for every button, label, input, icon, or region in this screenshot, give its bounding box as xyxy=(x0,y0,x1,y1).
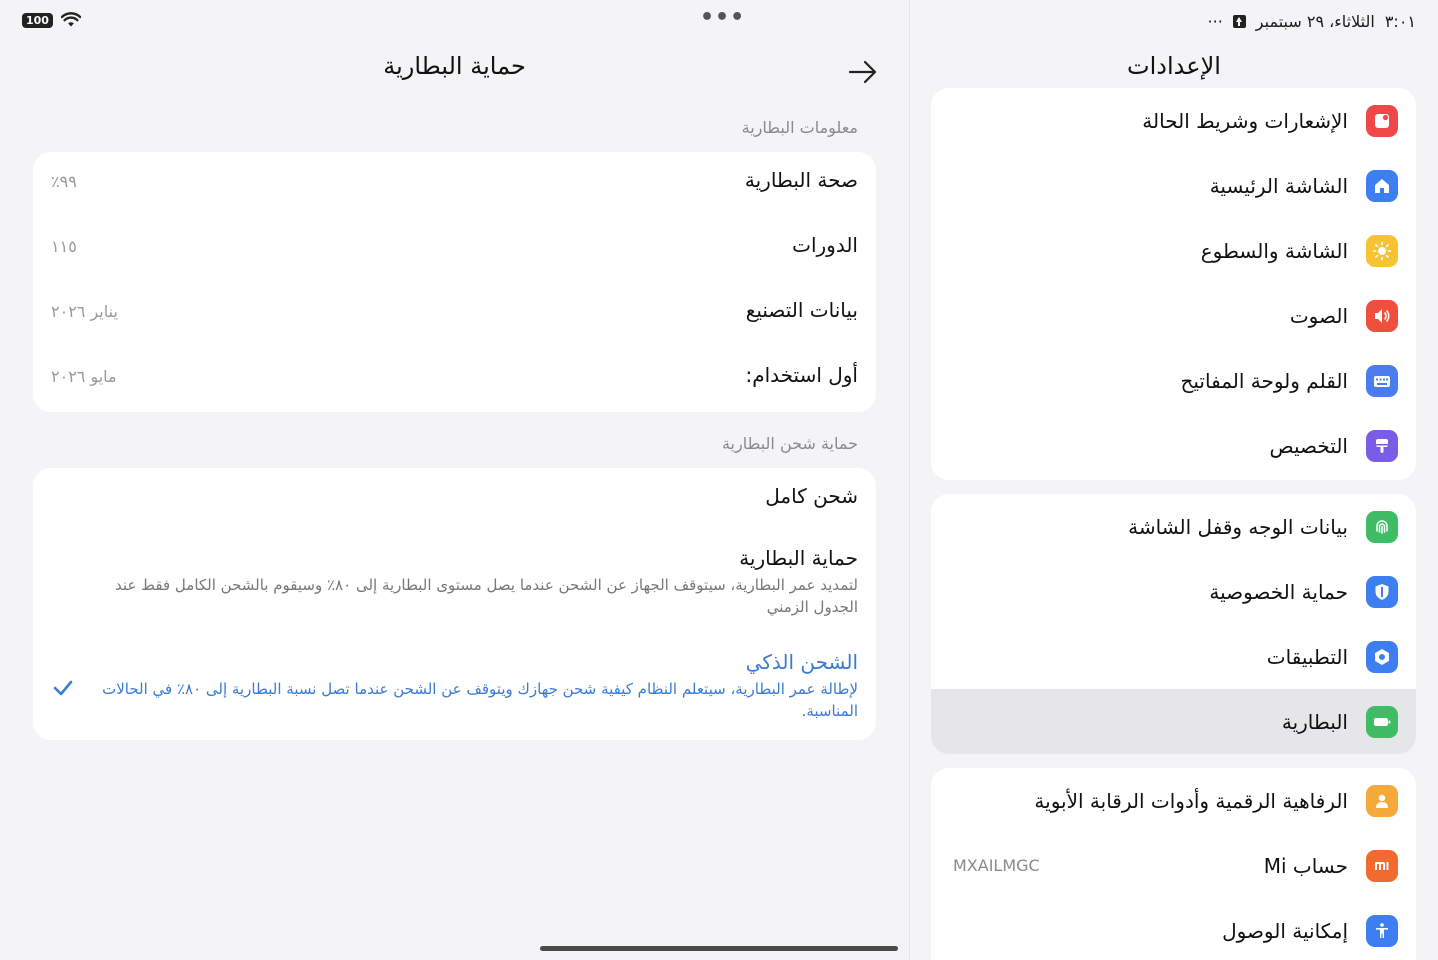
battery-icon xyxy=(1366,706,1398,738)
wifi-icon xyxy=(61,12,81,28)
option-full-charge[interactable] xyxy=(33,468,876,530)
settings-item-label: إمكانية الوصول xyxy=(1222,918,1348,943)
settings-item-label: الصوت xyxy=(1289,303,1348,328)
upload-icon xyxy=(1233,15,1246,28)
multitask-menu-dots[interactable]: ••• xyxy=(700,5,746,30)
battery-info-card xyxy=(33,152,876,412)
page-title: حماية البطارية xyxy=(383,52,526,80)
option-description: لإطالة عمر البطارية، سيتعلم النظام كيفية شحن جهازك ويتوقف عن الشحن عندما تصل نسبة البطارية إلى ٨٠٪ في الحالات المناسبة. xyxy=(102,680,858,720)
info-label: بيانات التصنيع xyxy=(745,298,858,322)
info-row-manufacture-date xyxy=(33,282,876,347)
settings-item-accessibility[interactable] xyxy=(931,898,1416,960)
clock: ٣:٠١ xyxy=(1384,11,1416,31)
settings-item-label: التطبيقات xyxy=(1266,644,1348,669)
settings-item-apps[interactable] xyxy=(931,624,1416,689)
option-battery-protection[interactable] xyxy=(33,530,876,632)
info-label: الدورات xyxy=(792,233,858,257)
brush-icon xyxy=(1366,430,1398,462)
keyboard-icon xyxy=(1366,365,1398,397)
settings-item-wellbeing[interactable] xyxy=(931,768,1416,833)
option-title: حماية البطارية xyxy=(739,546,858,570)
info-value: يناير ٢٠٢٦ xyxy=(51,302,118,321)
mi-account-id: MXAILMGC xyxy=(953,856,1040,875)
notification-icon xyxy=(1366,105,1398,137)
checkmark-icon xyxy=(53,678,73,698)
info-label: صحة البطارية xyxy=(744,168,858,192)
settings-item-notifications[interactable] xyxy=(931,88,1416,153)
battery-level-badge: 100 xyxy=(22,13,53,28)
mi-icon xyxy=(1366,850,1398,882)
settings-item-display-brightness[interactable] xyxy=(931,218,1416,283)
info-value: مايو ٢٠٢٦ xyxy=(51,367,117,386)
accessibility-icon xyxy=(1366,915,1398,947)
back-arrow-icon[interactable] xyxy=(848,58,878,86)
settings-item-label: الشاشة الرئيسية xyxy=(1209,173,1348,198)
settings-item-label: الإشعارات وشريط الحالة xyxy=(1142,108,1348,133)
info-label: أول استخدام: xyxy=(745,363,858,387)
date: الثلاثاء، ٢٩ سبتمبر xyxy=(1255,11,1375,31)
settings-item-battery[interactable] xyxy=(931,689,1416,754)
option-description: لتمديد عمر البطارية، سيتوقف الجهاز عن الشحن عندما يصل مستوى البطارية إلى ٨٠٪ وسيقوم بالشحن الكامل فقط عند الجدول الزمني xyxy=(115,576,858,616)
status-bar-right xyxy=(1208,8,1416,34)
settings-item-label: القلم ولوحة المفاتيح xyxy=(1180,368,1348,393)
info-value: ٩٩٪ xyxy=(51,172,77,191)
settings-item-mi-account[interactable] xyxy=(931,833,1416,898)
settings-group-account xyxy=(931,768,1416,960)
more-notifications-icon: ··· xyxy=(1207,11,1223,31)
settings-item-pen-keyboard[interactable] xyxy=(931,348,1416,413)
settings-item-label: الرفاهية الرقمية وأدوات الرقابة الأبوية xyxy=(1034,788,1348,813)
settings-pane xyxy=(909,0,1438,960)
charge-protection-card xyxy=(33,468,876,740)
settings-item-label: حساب Mi xyxy=(1263,853,1348,878)
settings-group-display xyxy=(931,88,1416,480)
info-row-first-use xyxy=(33,347,876,412)
home-icon xyxy=(1366,170,1398,202)
settings-item-label: البطارية xyxy=(1281,709,1348,734)
settings-item-label: حماية الخصوصية xyxy=(1209,579,1348,604)
section-header-battery-info: معلومات البطارية xyxy=(741,118,858,137)
shield-icon xyxy=(1366,576,1398,608)
settings-item-label: بيانات الوجه وقفل الشاشة xyxy=(1128,514,1348,539)
settings-group-security xyxy=(931,494,1416,754)
option-title: الشحن الذكي xyxy=(745,650,858,674)
info-row-cycles xyxy=(33,217,876,282)
gear-icon xyxy=(1366,641,1398,673)
settings-item-sound[interactable] xyxy=(931,283,1416,348)
info-value: ١١٥ xyxy=(51,237,77,256)
speaker-icon xyxy=(1366,300,1398,332)
settings-item-customization[interactable] xyxy=(931,413,1416,478)
settings-title: الإعدادات xyxy=(1127,52,1221,80)
settings-item-label: التخصيص xyxy=(1269,433,1348,458)
settings-item-home-screen[interactable] xyxy=(931,153,1416,218)
option-title: شحن كامل xyxy=(765,484,858,508)
section-header-charge-protection: حماية شحن البطارية xyxy=(721,434,858,453)
settings-item-label: الشاشة والسطوع xyxy=(1200,238,1348,263)
sun-icon xyxy=(1366,235,1398,267)
settings-item-privacy[interactable] xyxy=(931,559,1416,624)
wellbeing-icon xyxy=(1366,785,1398,817)
fingerprint-icon xyxy=(1366,511,1398,543)
home-indicator[interactable] xyxy=(540,946,898,951)
settings-item-face-lock[interactable] xyxy=(931,494,1416,559)
status-bar-left xyxy=(22,12,81,28)
info-row-health xyxy=(33,152,876,217)
option-smart-charging[interactable] xyxy=(33,632,876,740)
